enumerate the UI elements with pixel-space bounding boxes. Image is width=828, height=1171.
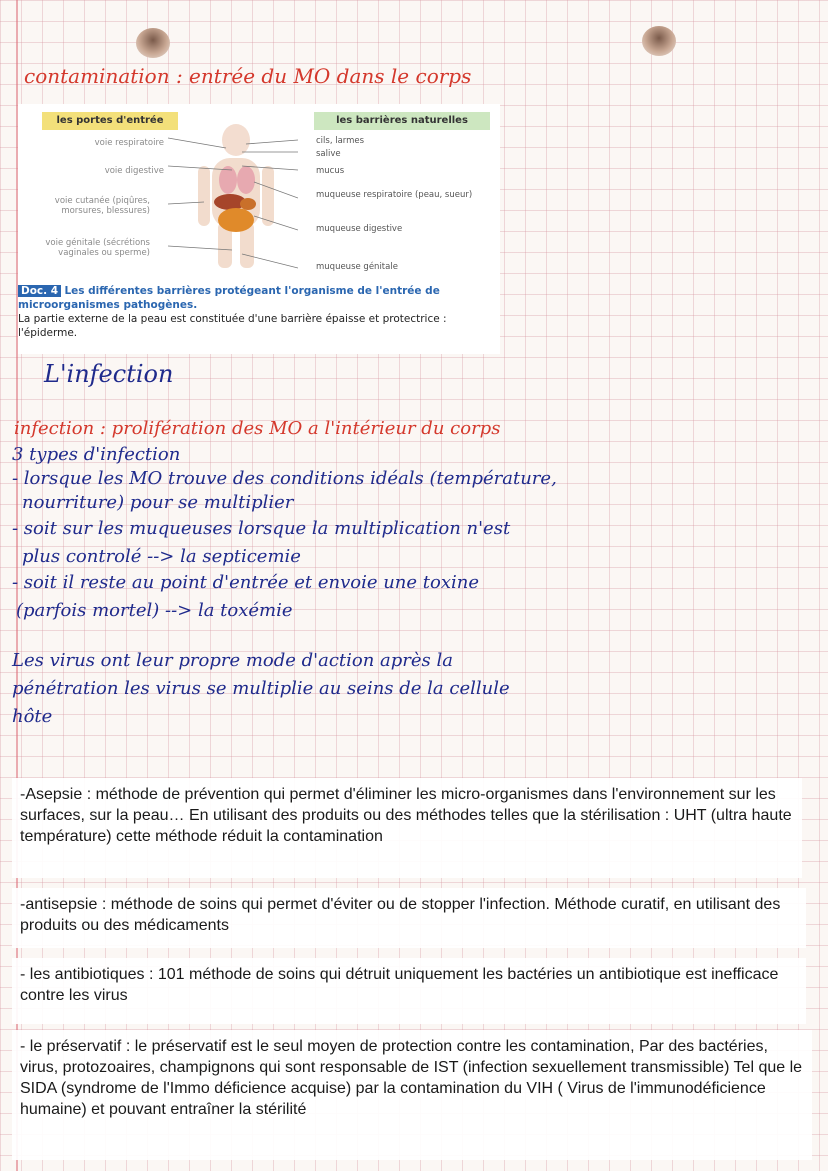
figure-caption: [18, 284, 500, 340]
right-label: salive: [316, 149, 341, 159]
left-label: voie cutanée (piqûres, morsures, blessures): [54, 196, 150, 216]
infection-line: 3 types d'infection: [12, 444, 181, 465]
antisepsie-paragraph: -antisepsie : méthode de soins qui permet d'éviter ou de stopper l'infection. Méthode curatif, en utilisant des produits ou des médicaments: [12, 888, 806, 948]
left-label: voie digestive: [104, 166, 164, 176]
left-label: voie respiratoire: [94, 138, 164, 148]
left-label: voie génitale (sécrétions vaginales ou sperme): [45, 238, 150, 258]
doc-tag: Doc. 4: [18, 285, 61, 297]
binder-hole-left: [136, 28, 170, 58]
infection-line: - lorsque les MO trouve des conditions idéals (température,: [12, 468, 557, 489]
binder-hole-right: [642, 26, 676, 56]
virus-line: hôte: [12, 706, 53, 727]
caption-body: La partie externe de la peau est constituée d'une barrière épaisse et protectrice : l'épiderme.: [18, 313, 447, 339]
entry-ports-header: les portes d'entrée: [42, 112, 178, 130]
right-label: cils, larmes: [316, 136, 365, 146]
asepsie-paragraph: -Asepsie : méthode de prévention qui permet d'éliminer les micro-organismes dans l'environnement sur les surfaces, sur la peau… En utilisant des produits ou des méthodes telles que la stérilisation : UHT (ultra haute température) cette méthode réduit la contamination: [12, 778, 802, 878]
heading-contamination: contamination : entrée du MO dans le corps: [24, 64, 472, 88]
infection-line: (parfois mortel) --> la toxémie: [16, 600, 293, 621]
caption-title: Les différentes barrières protégeant l'organisme de l'entrée de microorganismes pathogènes.: [18, 285, 440, 311]
infection-line: - soit sur les muqueuses lorsque la multiplication n'est: [12, 518, 511, 539]
right-label: mucus: [316, 166, 345, 176]
antibiotiques-paragraph: - les antibiotiques : 101 méthode de soins qui détruit uniquement les bactéries un antibiotique est inefficace contre les virus: [12, 958, 806, 1024]
right-label: muqueuse digestive: [316, 224, 403, 234]
right-label: muqueuse respiratoire (peau, sueur): [316, 190, 473, 200]
human-body-illustration: [168, 122, 298, 272]
infection-title: L'infection: [44, 360, 174, 388]
entry-barriers-figure: [18, 104, 500, 354]
infection-definition: infection : prolifération des MO a l'intérieur du corps: [14, 418, 501, 439]
virus-line: pénétration les virus se multiplie au seins de la cellule: [12, 678, 510, 699]
right-label: muqueuse génitale: [316, 262, 398, 272]
infection-line: - soit il reste au point d'entrée et envoie une toxine: [12, 572, 479, 593]
infection-line: nourriture) pour se multiplier: [22, 492, 294, 513]
natural-barriers-header: les barrières naturelles: [314, 112, 490, 130]
preservatif-paragraph: - le préservatif : le préservatif est le seul moyen de protection contre les contamination, Par des bactéries, virus, protozoaires, champignons qui sont responsable de IST (infection sexuellement transmissible) Tel que le SIDA (syndrome de l'Immo déficience acquise) par la contamination du VIH ( Virus de l'immunodéficience humaine) et pouvant entraîner la stérilité: [12, 1030, 812, 1160]
virus-line: Les virus ont leur propre mode d'action après la: [12, 650, 454, 671]
infection-line: plus controlé --> la septicemie: [22, 546, 301, 567]
